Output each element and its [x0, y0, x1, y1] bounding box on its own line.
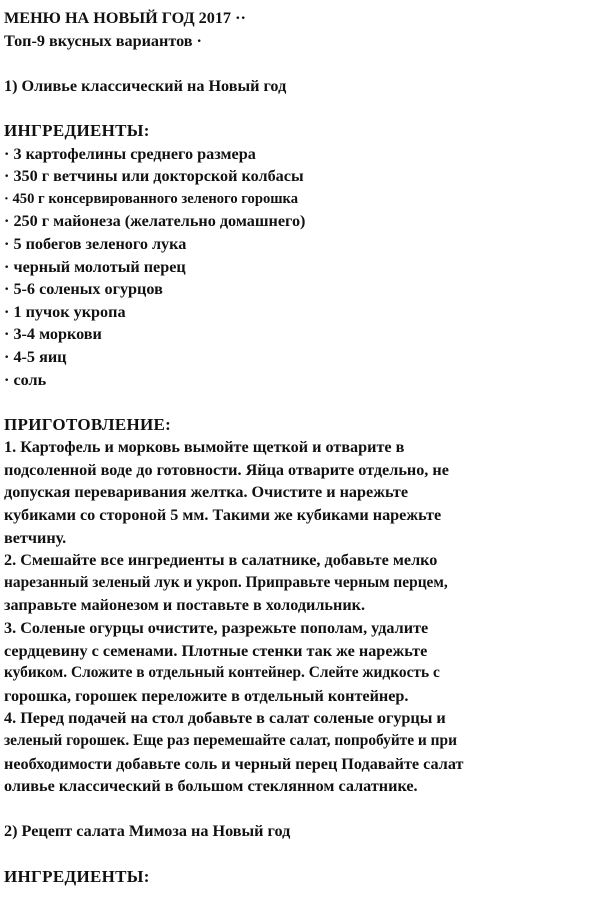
ingredient-item: · черный молотый перец: [4, 257, 186, 276]
ingredient-item: · соль: [4, 370, 47, 389]
recipe-1-ingredients-heading: ИНГРЕДИЕНТЫ:: [4, 120, 150, 140]
ingredient-item: · 5-6 соленых огурцов: [4, 280, 163, 299]
preparation-line: нарезанный зеленый лук и укроп. Приправьте черным перцем,: [4, 573, 448, 591]
preparation-line: ветчину.: [4, 528, 67, 547]
document-title: МЕНЮ НА НОВЫЙ ГОД 2017 ··: [4, 9, 246, 27]
recipe-2-ingredients-heading: ИНГРЕДИЕНТЫ:: [4, 866, 150, 886]
preparation-line: подсоленной воде до готовности. Яйца отварите отдельно, не: [4, 460, 449, 479]
preparation-line: сердцевину с семенами. Плотные стенки так же нарежьте: [4, 641, 428, 660]
spacer: [4, 97, 605, 120]
preparation-line: 2. Смешайте все ингредиенты в салатнике, добавьте мелко: [4, 551, 438, 570]
preparation-line: необходимости добавьте соль и черный перец Подавайте салат: [4, 754, 464, 773]
preparation-line: зеленый горошек. Еще раз перемешайте салат, попробуйте и при: [4, 732, 457, 749]
spacer: [4, 843, 605, 866]
spacer: [4, 391, 605, 414]
preparation-line: оливье классический в большом стеклянном салатнике.: [4, 777, 418, 796]
preparation-line: 1. Картофель и морковь вымойте щеткой и отварите в: [4, 438, 405, 457]
spacer: [4, 798, 605, 821]
recipe-1-ingredients-list: [4, 143, 605, 392]
preparation-line: горошка, горошек переложите в отдельный контейнер.: [4, 686, 409, 705]
ingredient-item: · 5 побегов зеленого лука: [4, 234, 187, 253]
preparation-line: заправьте майонезом и поставьте в холодильник.: [4, 596, 366, 615]
recipe-1-preparation-text: [4, 436, 605, 798]
preparation-line: кубиками со стороной 5 мм. Такими же кубиками нарежьте: [4, 506, 442, 525]
preparation-line: 3. Соленые огурцы очистите, разрежьте пополам, удалите: [4, 619, 429, 638]
preparation-line: кубиком. Сложите в отдельный контейнер. Слейте жидкость с: [4, 664, 440, 682]
ingredient-item: · 1 пучок укропа: [4, 302, 126, 321]
recipe-1-preparation-heading: ПРИГОТОВЛЕНИЕ:: [4, 414, 172, 434]
preparation-line: допуская переваривания желтка. Очистите и нарежьте: [4, 483, 409, 502]
ingredient-item: · 250 г майонеза (желательно домашнего): [4, 212, 306, 231]
preparation-line: 4. Перед подачей на стол добавьте в салат соленые огурцы и: [4, 709, 446, 728]
ingredient-item: · 4-5 яиц: [4, 347, 67, 366]
ingredient-item: · 3 картофелины среднего размера: [4, 144, 256, 163]
document-subtitle: Топ-9 вкусных вариантов ·: [4, 31, 202, 50]
ingredient-item: · 450 г консервированного зеленого горошка: [4, 190, 299, 207]
ingredient-item: · 3-4 моркови: [4, 325, 102, 344]
ingredient-item: · 350 г ветчины или докторской колбасы: [4, 167, 304, 186]
recipe-2-heading: 2) Рецепт салата Мимоза на Новый год: [4, 822, 291, 841]
spacer: [4, 52, 605, 75]
recipe-1-heading: 1) Оливье классический на Новый год: [4, 76, 287, 95]
